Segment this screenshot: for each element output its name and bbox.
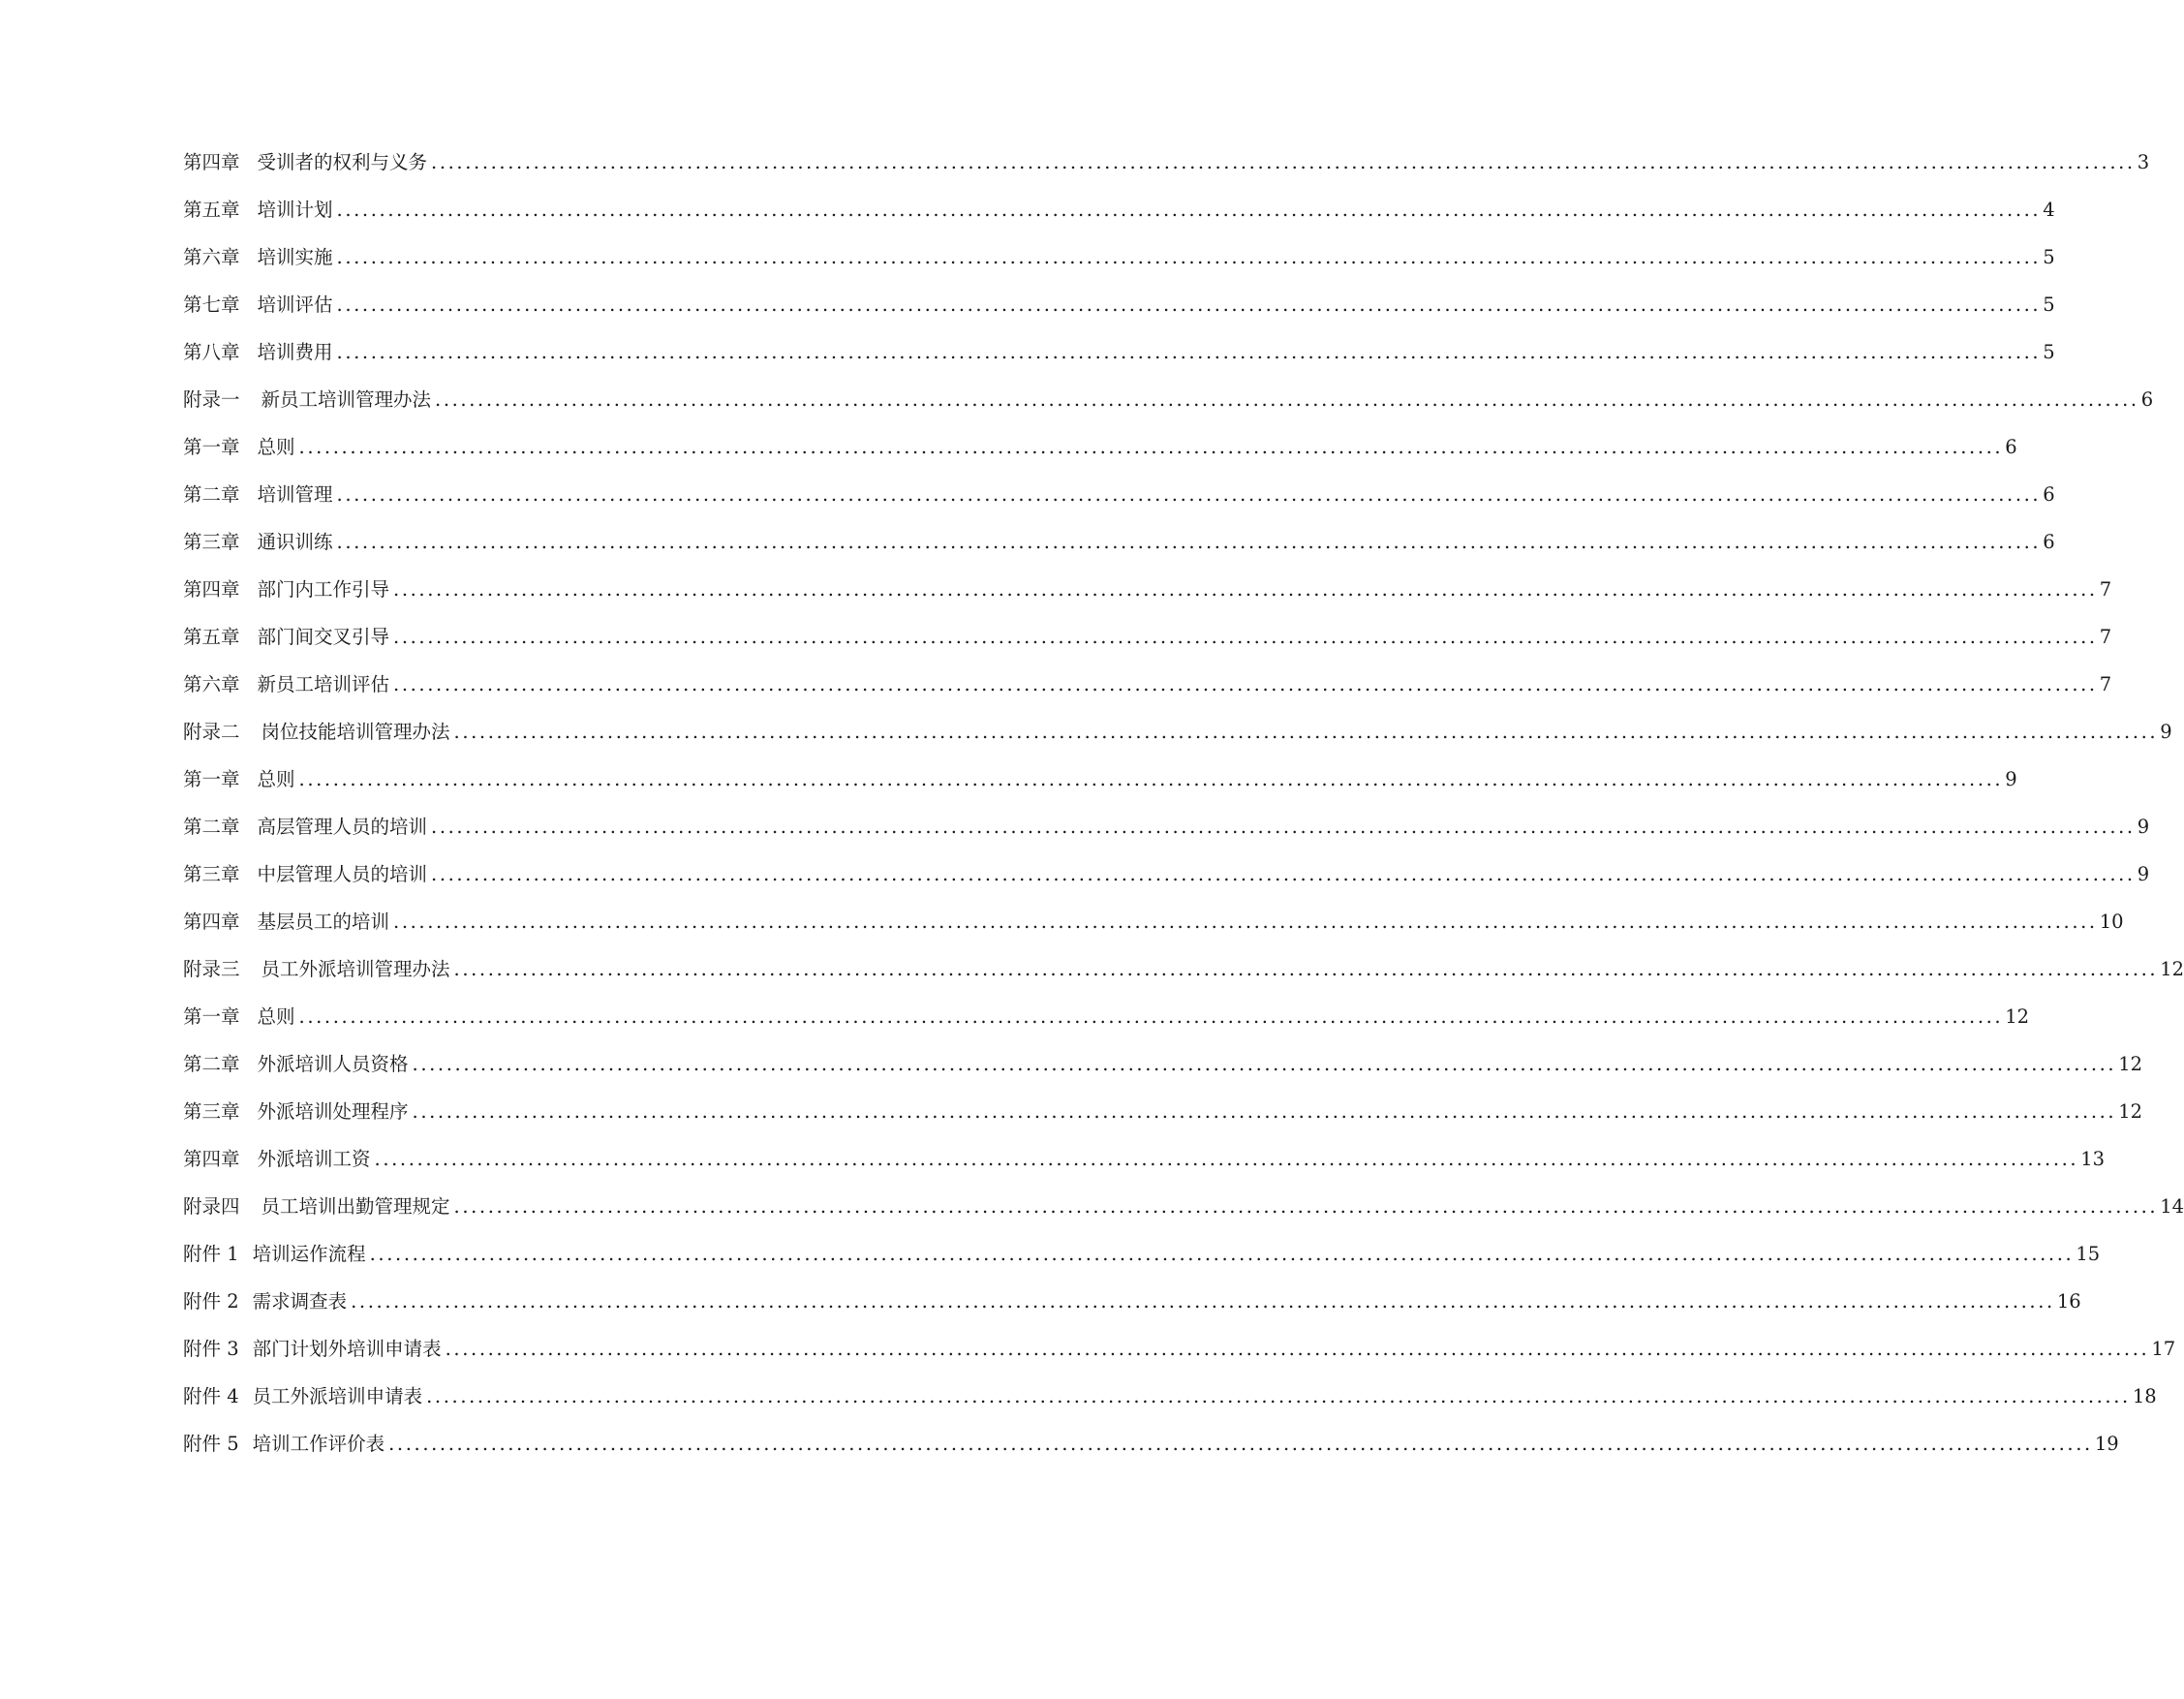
toc-entry-number: 第一章 [183,1005,240,1028]
toc-entry-page-number: 12 [2005,1005,2030,1028]
toc-entry-page-number: 9 [2137,816,2150,838]
toc-entry-title: 员工培训出勤管理规定 [261,1195,450,1218]
toc-dot-leader: ........................................................................................................................................................................................................ [298,768,2004,790]
toc-entry-number: 第二章 [183,483,240,506]
toc-entry[interactable] [183,530,2055,577]
toc-entry-number: 第三章 [183,863,240,885]
toc-entry-number: 第三章 [183,531,240,553]
toc-entry-page-number: 7 [2099,578,2112,601]
toc-entry[interactable] [183,482,2055,530]
toc-entry-number: 附录一 [183,388,240,411]
toc-entry-number: 附录二 [183,721,240,743]
toc-entry[interactable] [183,957,2184,1004]
toc-entry-title: 外派培训人员资格 [257,1053,409,1075]
toc-entry[interactable] [183,293,2055,340]
toc-entry[interactable] [183,1194,2184,1242]
toc-entry-title: 外派培训处理程序 [257,1100,409,1123]
toc-entry[interactable] [183,340,2055,387]
toc-entry[interactable] [183,1242,2101,1289]
toc-dot-leader: ........................................................................................................................................................................................................ [298,436,2004,458]
toc-entry-number: 第四章 [183,911,240,933]
toc-entry-number: 附件 1 [183,1243,239,1265]
toc-dot-leader: ........................................................................................................................................................................................................ [393,578,2098,601]
toc-entry-number: 附件 4 [183,1385,239,1407]
toc-entry-title: 培训计划 [257,199,333,221]
toc-entry-page-number: 5 [2043,341,2055,363]
toc-entry-number: 附件 3 [183,1338,239,1360]
toc-entry[interactable] [183,910,2124,957]
toc-entry-number: 第八章 [183,341,240,363]
toc-entry-page-number: 19 [2094,1433,2119,1455]
toc-entry-page-number: 17 [2151,1338,2176,1360]
toc-entry-title: 部门内工作引导 [257,578,390,601]
toc-entry-title: 基层员工的培训 [257,911,390,933]
toc-dot-leader: ........................................................................................................................................................................................................ [336,483,2042,506]
toc-entry-page-number: 18 [2132,1385,2157,1407]
toc-dot-leader: ........................................................................................................................................................................................................ [393,911,2098,933]
toc-entry-title: 外派培训工资 [257,1148,371,1170]
toc-entry-number: 第五章 [183,199,240,221]
toc-entry-number: 第六章 [183,246,240,268]
toc-entry[interactable] [183,150,2150,198]
toc-dot-leader: ........................................................................................................................................................................................................ [336,293,2042,316]
toc-entry[interactable] [183,1384,2157,1432]
toc-entry-page-number: 9 [2005,768,2017,790]
toc-entry-page-number: 6 [2043,531,2055,553]
toc-entry-number: 第一章 [183,768,240,790]
toc-dot-leader: ........................................................................................................................................................................................................ [453,721,2159,743]
toc-entry-number: 第七章 [183,293,240,316]
toc-entry[interactable] [183,1337,2176,1384]
toc-entry-title: 总则 [257,1005,295,1028]
toc-entry-page-number: 5 [2043,246,2055,268]
toc-dot-leader: ........................................................................................................................................................................................................ [336,341,2042,363]
toc-entry-title: 部门计划外培训申请表 [252,1338,442,1360]
toc-entry-title: 培训实施 [257,246,333,268]
toc-dot-leader: ........................................................................................................................................................................................................ [374,1148,2079,1170]
toc-entry-number: 附录三 [183,958,240,980]
toc-entry-title: 岗位技能培训管理办法 [261,721,450,743]
toc-entry-page-number: 12 [2118,1100,2143,1123]
toc-entry-page-number: 6 [2140,388,2154,411]
toc-dot-leader: ........................................................................................................................................................................................................ [426,1385,2131,1407]
toc-entry-page-number: 9 [2137,863,2150,885]
toc-entry-title: 高层管理人员的培训 [257,816,428,838]
toc-entry[interactable] [183,1004,2030,1052]
toc-entry-page-number: 12 [2118,1053,2143,1075]
toc-entry[interactable] [183,672,2112,720]
toc-entry-title: 总则 [257,768,295,790]
toc-dot-leader: ........................................................................................................................................................................................................ [431,863,2136,885]
toc-entry-title: 员工外派培训申请表 [252,1385,423,1407]
toc-dot-leader: ........................................................................................................................................................................................................ [336,531,2042,553]
toc-entry-title: 部门间交叉引导 [257,626,390,648]
toc-entry-number: 第二章 [183,816,240,838]
toc-entry-number: 附录四 [183,1195,240,1218]
toc-entry[interactable] [183,1052,2143,1099]
toc-entry-title: 员工外派培训管理办法 [261,958,450,980]
toc-entry-page-number: 4 [2043,199,2055,221]
toc-dot-leader: ........................................................................................................................................................................................................ [298,1005,2004,1028]
toc-dot-leader: ........................................................................................................................................................................................................ [336,199,2042,221]
toc-entry-page-number: 14 [2160,1195,2184,1218]
toc-entry-page-number: 6 [2005,436,2017,458]
toc-dot-leader: ........................................................................................................................................................................................................ [393,673,2098,695]
toc-entry-title: 培训工作评价表 [252,1433,385,1455]
toc-entry-page-number: 15 [2076,1243,2101,1265]
toc-entry-number: 第一章 [183,436,240,458]
toc-entry-number: 第二章 [183,1053,240,1075]
toc-dot-leader: ........................................................................................................................................................................................................ [453,1195,2159,1218]
toc-entry[interactable] [183,1289,2081,1337]
toc-entry-number: 第六章 [183,673,240,695]
toc-entry[interactable] [183,815,2150,862]
toc-entry-page-number: 9 [2160,721,2172,743]
toc-entry[interactable] [183,577,2112,625]
toc-entry-number: 第四章 [183,578,240,601]
toc-entry-title: 培训评估 [257,293,333,316]
toc-entry[interactable] [183,435,2017,482]
toc-entry-title: 总则 [257,436,295,458]
toc-dot-leader: ........................................................................................................................................................................................................ [369,1243,2075,1265]
toc-entry-page-number: 3 [2137,151,2150,173]
toc-entry[interactable] [183,198,2055,245]
toc-dot-leader: ........................................................................................................................................................................................................ [388,1433,2093,1455]
toc-entry-title: 受训者的权利与义务 [257,151,428,173]
toc-entry-page-number: 5 [2043,293,2055,316]
toc-entry-title: 培训管理 [257,483,333,506]
toc-entry[interactable] [183,1099,2143,1147]
toc-entry-page-number: 7 [2099,673,2112,695]
toc-entry-title: 中层管理人员的培训 [257,863,428,885]
toc-entry-page-number: 10 [2099,911,2124,933]
toc-entry-title: 需求调查表 [252,1290,348,1313]
toc-dot-leader: ........................................................................................................................................................................................................ [393,626,2098,648]
toc-entry[interactable] [183,245,2055,293]
table-of-contents [183,150,2184,1479]
toc-entry-page-number: 12 [2160,958,2184,980]
toc-entry-title: 培训运作流程 [252,1243,366,1265]
toc-entry-number: 附件 2 [183,1290,239,1313]
toc-entry-number: 附件 5 [183,1433,239,1455]
toc-dot-leader: ........................................................................................................................................................................................................ [431,816,2136,838]
toc-entry[interactable] [183,767,2017,815]
toc-entry-title: 新员工培训评估 [257,673,390,695]
toc-entry[interactable] [183,1147,2106,1194]
toc-entry-page-number: 16 [2056,1290,2081,1313]
toc-entry[interactable] [183,1432,2119,1479]
toc-entry[interactable] [183,720,2172,767]
toc-dot-leader: ........................................................................................................................................................................................................ [445,1338,2150,1360]
toc-entry-title: 新员工培训管理办法 [261,388,432,411]
toc-entry-page-number: 6 [2043,483,2055,506]
toc-entry[interactable] [183,625,2112,672]
toc-dot-leader: ........................................................................................................................................................................................................ [412,1053,2117,1075]
toc-entry-number: 第五章 [183,626,240,648]
toc-entry-title: 通识训练 [257,531,333,553]
toc-entry-title: 培训费用 [257,341,333,363]
toc-entry[interactable] [183,862,2150,910]
toc-entry-number: 第三章 [183,1100,240,1123]
toc-dot-leader: ........................................................................................................................................................................................................ [453,958,2159,980]
toc-dot-leader: ........................................................................................................................................................................................................ [336,246,2042,268]
toc-dot-leader: ........................................................................................................................................................................................................ [351,1290,2055,1313]
toc-entry-number: 第四章 [183,151,240,173]
toc-dot-leader: ........................................................................................................................................................................................................ [412,1100,2117,1123]
toc-entry-number: 第四章 [183,1148,240,1170]
toc-entry[interactable] [183,387,2154,435]
toc-entry-page-number: 13 [2080,1148,2106,1170]
toc-dot-leader: ........................................................................................................................................................................................................ [435,388,2139,411]
toc-entry-page-number: 7 [2099,626,2112,648]
toc-dot-leader: ........................................................................................................................................................................................................ [431,151,2136,173]
